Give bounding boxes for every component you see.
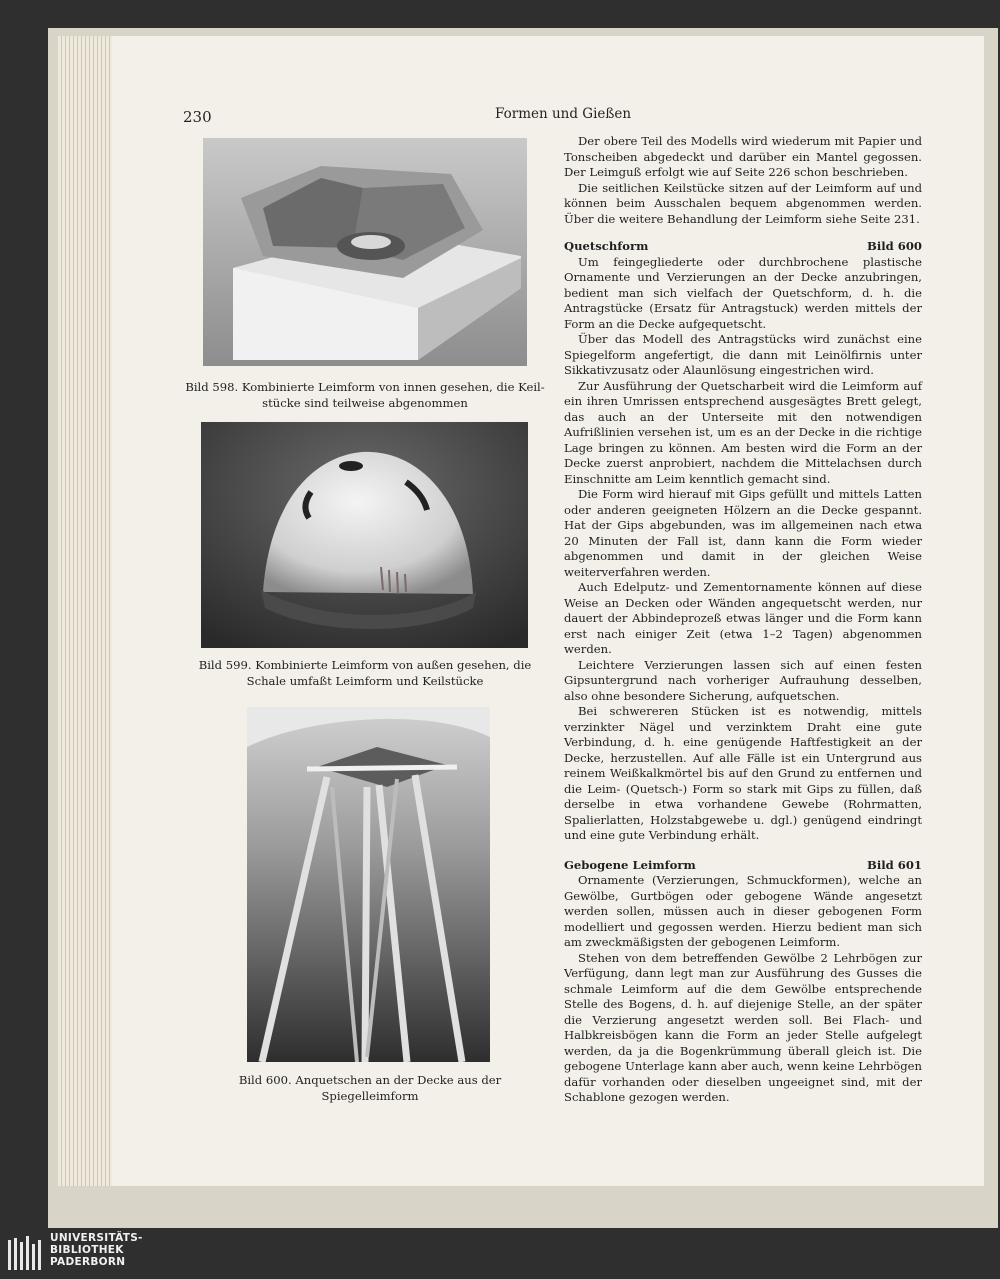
paragraph: Die Form wird hierauf mit Gips gefüllt und mittels Latten oder anderen geeigneten Hölzern an die Decke gespannt. Hat der Gips abgebunden, was im allgemeinen nach etwa 20 Minuten der Fall ist, dann kann die Form wieder abgenommen und damit in der gleichen Weise weiterverfahren werden. — [564, 487, 922, 579]
figure-598-photo — [203, 138, 527, 366]
caption-line: Bild 599. Kombinierte Leimform von außen gesehen, die — [198, 658, 532, 672]
caption-line: stücke sind teilweise abgenommen — [262, 395, 468, 410]
section-heading — [564, 239, 922, 255]
figure-598-caption — [183, 380, 547, 411]
paragraph: Leichtere Verzierungen lassen sich auf einen festen Gipsuntergrund nach vorheriger Aufrauhung desselben, also ohne besondere Sicherung, aufquetschen. — [564, 657, 922, 703]
section-title: Gebogene Leimform — [564, 857, 696, 872]
paragraph: Ornamente (Verzierungen, Schmuckformen), welche an Gewölbe, Gurtbögen oder gebogene Wände angesetzt werden sollen, müssen auch in dieser gebogenen Form modelliert und gegossen werden. Hierzu bedient man sich am zweckmäßigsten der gebogenen Leimform. — [564, 873, 922, 949]
section-figure-ref: Bild 600 — [867, 239, 922, 253]
library-name-line: UNIVERSITÄTS- — [50, 1232, 143, 1244]
caption-line: Spiegelleimform — [321, 1088, 419, 1103]
figure-600-photo — [247, 707, 490, 1062]
paragraph: Stehen von dem betreffenden Gewölbe 2 Lehrbögen zur Verfügung, dann legt man zur Ausführung des Gusses die schmale Leimform auf die dem Gewölbe entsprechende Stelle des Bogens, d. h. auf diejenige Stelle, an der später die Verzierung angesetzt werden soll. Bei Flach- und Halbkreisbögen kann die Form an jeder Stelle aufgelegt werden, da ja die Bogenkrümmung überall gleich ist. Die gebogene Unterlage kann aber auch, wenn keine Lehrbögen dafür vorhanden oder dieselben ungeeignet sind, mit der Schablone gezogen werden. — [564, 950, 922, 1104]
page-number: 230 — [183, 108, 212, 126]
running-title: Formen und Gießen — [495, 106, 632, 122]
paragraph: Auch Edelputz- und Zementornamente können auf diese Weise an Decken oder Wänden angequetscht werden, nur dauert der Abbindeprozeß etwas länger und die Form kann erst nach einiger Zeit (etwa 1–2 Tagen) abgenommen werden. — [564, 580, 922, 656]
library-name-line: PADERBORN — [50, 1256, 126, 1268]
library-footer — [0, 1228, 1000, 1279]
caption-line: Schale umfaßt Leimform und Keilstücke — [246, 673, 484, 688]
paragraph: Die seitlichen Keilstücke sitzen auf der Leimform auf und können beim Ausschalen bequem abgenommen werden. Über die weitere Behandlung der Leimform siehe Seite 231. — [564, 180, 922, 226]
caption-line: Bild 600. Anquetschen an der Decke aus der — [238, 1073, 502, 1087]
library-name — [50, 1232, 143, 1268]
caption-line: Bild 598. Kombinierte Leimform von innen gesehen, die Keil- — [185, 380, 545, 394]
figure-600-caption — [198, 1073, 542, 1104]
paragraph: Der obere Teil des Modells wird wiederum mit Papier und Tonscheiben abgedeckt und darüber ein Mantel gegossen. Der Leimguß erfolgt wie auf Seite 226 schon beschrieben. — [564, 134, 922, 179]
library-name-line: BIBLIOTHEK — [50, 1244, 124, 1256]
figure-599-photo — [201, 422, 528, 648]
figure-599-caption — [183, 658, 547, 689]
paragraph: Bei schwereren Stücken ist es notwendig, mittels verzinkter Nägel und verzinktem Draht eine gute Verbindung, d. h. eine genügende Haftfestigkeit an der Decke, herzustellen. Auf alle Fälle ist ein Untergrund aus reinem Weißkalkmörtel bis auf den Grund zu entfernen und die Leim- (Quetsch-) Form so stark mit Gips zu füllen, daß derselbe in etwa vorhandene Gewebe (Rohrmatten, Spalierlatten, Holzstabgewebe u. dgl.) genügend eindringt und eine gute Verbindung erhält. — [564, 704, 922, 842]
text-column — [564, 134, 922, 1106]
paragraph: Um feingegliederte oder durchbrochene plastische Ornamente und Verzierungen an der Decke anzubringen, bedient man sich vielfach der Quetschform, d. h. die Antragstücke (Ersatz für Antragstuck) werden mittels der Form an die Decke aufgequetscht. — [564, 254, 922, 331]
library-logo-icon — [6, 1234, 46, 1274]
section-title: Quetschform — [564, 239, 649, 253]
section-figure-ref: Bild 601 — [867, 857, 922, 872]
section-heading — [564, 858, 922, 874]
page-stack-edge — [58, 36, 118, 1186]
paragraph: Über das Modell des Antragstücks wird zunächst eine Spiegelform angefertigt, die dann mit Leinölfirnis unter Sikkativzusatz oder Alaunlösung eingestrichen wird. — [564, 332, 922, 377]
paragraph: Zur Ausführung der Quetscharbeit wird die Leimform auf ein ihren Umrissen entsprechend ausgesägtes Brett gelegt, das auch an der Unterseite mit den notwendigen Aufrißlinien versehen ist, um es an der Decke in die richtige Lage bringen zu können. Am besten wird die Form an der Decke zuerst anprobiert, nachdem die Mittelachsen durch Einschnitte am Leim kenntlich gemacht sind. — [564, 378, 922, 486]
